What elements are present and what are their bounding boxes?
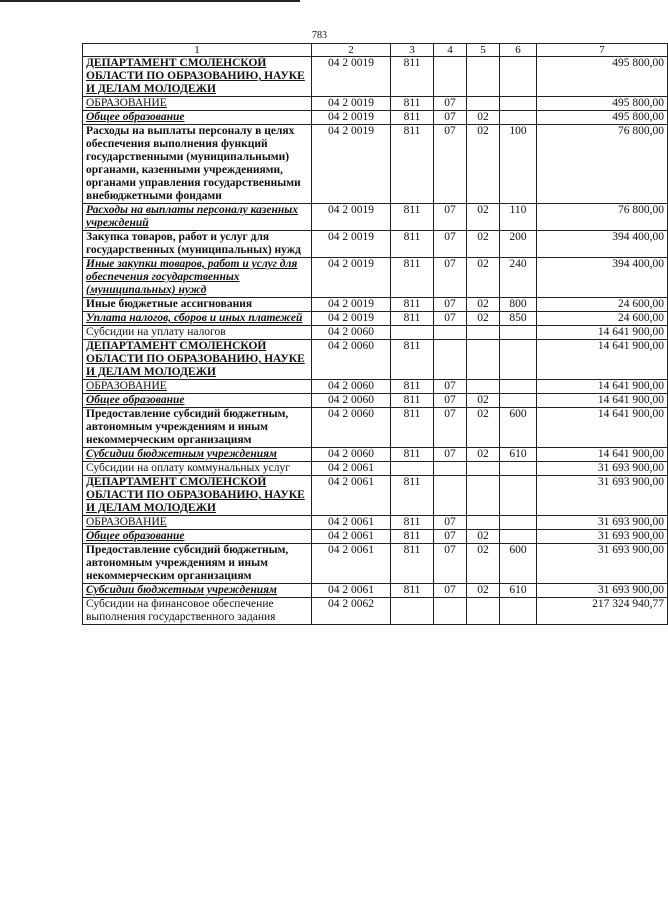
table-row	[83, 462, 668, 476]
table-row	[83, 298, 668, 312]
subsection-code: 02	[467, 530, 500, 544]
section-code	[434, 598, 467, 625]
row-name: Расходы на выплаты персоналу казенных учреждений	[83, 204, 312, 231]
target-article-code: 04 2 0019	[312, 231, 391, 258]
row-name: ОБРАЗОВАНИЕ	[83, 516, 312, 530]
department-code	[391, 462, 434, 476]
expense-type-code	[500, 326, 537, 340]
department-code: 811	[391, 57, 434, 97]
amount: 31 693 900,00	[537, 584, 668, 598]
subsection-code: 02	[467, 312, 500, 326]
amount: 14 641 900,00	[537, 448, 668, 462]
table-row	[83, 394, 668, 408]
row-name: ДЕПАРТАМЕНТ СМОЛЕНСКОЙ ОБЛАСТИ ПО ОБРАЗОВАНИЮ, НАУКЕ И ДЕЛАМ МОЛОДЕЖИ	[83, 340, 312, 380]
row-name: Иные бюджетные ассигнования	[83, 298, 312, 312]
row-name: Предоставление субсидий бюджетным, автономным учреждениям и иным некоммерческим организациям	[83, 408, 312, 448]
target-article-code: 04 2 0060	[312, 326, 391, 340]
amount: 394 400,00	[537, 258, 668, 298]
section-code: 07	[434, 544, 467, 584]
row-name: Предоставление субсидий бюджетным, автономным учреждениям и иным некоммерческим организациям	[83, 544, 312, 584]
subsection-code	[467, 97, 500, 111]
subsection-code: 02	[467, 448, 500, 462]
expense-type-code: 600	[500, 544, 537, 584]
amount: 14 641 900,00	[537, 394, 668, 408]
subsection-code: 02	[467, 204, 500, 231]
target-article-code: 04 2 0060	[312, 340, 391, 380]
department-code: 811	[391, 408, 434, 448]
section-code: 07	[434, 258, 467, 298]
amount: 76 800,00	[537, 204, 668, 231]
expense-type-code	[500, 462, 537, 476]
table-row	[83, 231, 668, 258]
section-code	[434, 462, 467, 476]
target-article-code: 04 2 0019	[312, 111, 391, 125]
expense-type-code	[500, 516, 537, 530]
section-code: 07	[434, 380, 467, 394]
table-row	[83, 598, 668, 625]
subsection-code	[467, 57, 500, 97]
subsection-code: 02	[467, 111, 500, 125]
amount: 24 600,00	[537, 298, 668, 312]
target-article-code: 04 2 0060	[312, 408, 391, 448]
expense-type-code	[500, 598, 537, 625]
table-row	[83, 57, 668, 97]
subsection-code	[467, 598, 500, 625]
target-article-code: 04 2 0019	[312, 298, 391, 312]
amount: 495 800,00	[537, 111, 668, 125]
target-article-code: 04 2 0019	[312, 204, 391, 231]
target-article-code: 04 2 0019	[312, 125, 391, 204]
department-code: 811	[391, 258, 434, 298]
subsection-code: 02	[467, 298, 500, 312]
table-row	[83, 97, 668, 111]
amount: 14 641 900,00	[537, 408, 668, 448]
section-code	[434, 57, 467, 97]
subsection-code	[467, 380, 500, 394]
department-code	[391, 326, 434, 340]
expense-type-code	[500, 380, 537, 394]
target-article-code: 04 2 0019	[312, 97, 391, 111]
department-code	[391, 598, 434, 625]
expense-type-code: 600	[500, 408, 537, 448]
department-code: 811	[391, 111, 434, 125]
table-row	[83, 204, 668, 231]
row-name: Закупка товаров, работ и услуг для государственных (муниципальных) нужд	[83, 231, 312, 258]
column-header: 7	[537, 44, 668, 57]
expense-type-code: 850	[500, 312, 537, 326]
target-article-code: 04 2 0062	[312, 598, 391, 625]
row-name: Субсидии бюджетным учреждениям	[83, 448, 312, 462]
row-name: Расходы на выплаты персоналу в целях обеспечения выполнения функций государственными (муниципальными) органами, казенными учреждениями, органами управления государственными внебюджетными фондами	[83, 125, 312, 204]
row-name: Субсидии на уплату налогов	[83, 326, 312, 340]
column-header: 6	[500, 44, 537, 57]
target-article-code: 04 2 0060	[312, 394, 391, 408]
department-code: 811	[391, 312, 434, 326]
expense-type-code: 610	[500, 584, 537, 598]
amount: 14 641 900,00	[537, 326, 668, 340]
row-name: Иные закупки товаров, работ и услуг для обеспечения государственных (муниципальных) нужд	[83, 258, 312, 298]
amount: 14 641 900,00	[537, 380, 668, 394]
section-code: 07	[434, 584, 467, 598]
department-code: 811	[391, 380, 434, 394]
target-article-code: 04 2 0061	[312, 584, 391, 598]
expense-type-code	[500, 97, 537, 111]
department-code: 811	[391, 340, 434, 380]
section-code	[434, 476, 467, 516]
table-row	[83, 111, 668, 125]
section-code: 07	[434, 312, 467, 326]
department-code: 811	[391, 231, 434, 258]
expense-type-code	[500, 111, 537, 125]
section-code	[434, 326, 467, 340]
table-row	[83, 340, 668, 380]
expense-type-code: 200	[500, 231, 537, 258]
row-name: Общее образование	[83, 111, 312, 125]
column-header: 3	[391, 44, 434, 57]
table-row	[83, 408, 668, 448]
amount: 217 324 940,77	[537, 598, 668, 625]
target-article-code: 04 2 0019	[312, 312, 391, 326]
row-name: Субсидии на оплату коммунальных услуг	[83, 462, 312, 476]
department-code: 811	[391, 97, 434, 111]
department-code: 811	[391, 584, 434, 598]
section-code: 07	[434, 231, 467, 258]
department-code: 811	[391, 204, 434, 231]
target-article-code: 04 2 0061	[312, 462, 391, 476]
row-name: Общее образование	[83, 530, 312, 544]
subsection-code	[467, 476, 500, 516]
department-code: 811	[391, 298, 434, 312]
row-name: ОБРАЗОВАНИЕ	[83, 97, 312, 111]
amount: 31 693 900,00	[537, 476, 668, 516]
target-article-code: 04 2 0061	[312, 516, 391, 530]
amount: 31 693 900,00	[537, 530, 668, 544]
top-rule	[0, 0, 300, 2]
budget-table	[82, 43, 668, 625]
expense-type-code	[500, 57, 537, 97]
section-code: 07	[434, 298, 467, 312]
subsection-code: 02	[467, 125, 500, 204]
table-row	[83, 125, 668, 204]
subsection-code	[467, 326, 500, 340]
row-name: Общее образование	[83, 394, 312, 408]
expense-type-code: 110	[500, 204, 537, 231]
subsection-code: 02	[467, 408, 500, 448]
department-code: 811	[391, 530, 434, 544]
amount: 495 800,00	[537, 57, 668, 97]
row-name: ДЕПАРТАМЕНТ СМОЛЕНСКОЙ ОБЛАСТИ ПО ОБРАЗОВАНИЮ, НАУКЕ И ДЕЛАМ МОЛОДЕЖИ	[83, 57, 312, 97]
target-article-code: 04 2 0019	[312, 57, 391, 97]
section-code: 07	[434, 111, 467, 125]
column-header: 1	[83, 44, 312, 57]
section-code: 07	[434, 125, 467, 204]
subsection-code	[467, 516, 500, 530]
target-article-code: 04 2 0060	[312, 448, 391, 462]
table-row	[83, 326, 668, 340]
expense-type-code: 800	[500, 298, 537, 312]
amount: 14 641 900,00	[537, 340, 668, 380]
amount: 76 800,00	[537, 125, 668, 204]
section-code: 07	[434, 97, 467, 111]
department-code: 811	[391, 476, 434, 516]
target-article-code: 04 2 0061	[312, 544, 391, 584]
department-code: 811	[391, 394, 434, 408]
subsection-code	[467, 340, 500, 380]
target-article-code: 04 2 0060	[312, 380, 391, 394]
expense-type-code	[500, 530, 537, 544]
expense-type-code: 100	[500, 125, 537, 204]
table-row	[83, 530, 668, 544]
section-code	[434, 340, 467, 380]
column-header-row	[83, 44, 668, 57]
amount: 24 600,00	[537, 312, 668, 326]
table-row	[83, 516, 668, 530]
subsection-code: 02	[467, 231, 500, 258]
section-code: 07	[434, 516, 467, 530]
subsection-code: 02	[467, 394, 500, 408]
row-name: Уплата налогов, сборов и иных платежей	[83, 312, 312, 326]
subsection-code: 02	[467, 584, 500, 598]
expense-type-code	[500, 476, 537, 516]
expense-type-code	[500, 394, 537, 408]
section-code: 07	[434, 204, 467, 231]
subsection-code: 02	[467, 258, 500, 298]
section-code: 07	[434, 394, 467, 408]
row-name: Субсидии на финансовое обеспечение выполнения государственного задания	[83, 598, 312, 625]
target-article-code: 04 2 0061	[312, 476, 391, 516]
subsection-code: 02	[467, 544, 500, 584]
amount: 31 693 900,00	[537, 462, 668, 476]
page-number: 783	[312, 30, 327, 41]
table-row	[83, 544, 668, 584]
table-row	[83, 380, 668, 394]
amount: 31 693 900,00	[537, 516, 668, 530]
subsection-code	[467, 462, 500, 476]
target-article-code: 04 2 0061	[312, 530, 391, 544]
column-header: 5	[467, 44, 500, 57]
table-row	[83, 476, 668, 516]
expense-type-code	[500, 340, 537, 380]
expense-type-code: 610	[500, 448, 537, 462]
section-code: 07	[434, 448, 467, 462]
row-name: ДЕПАРТАМЕНТ СМОЛЕНСКОЙ ОБЛАСТИ ПО ОБРАЗОВАНИЮ, НАУКЕ И ДЕЛАМ МОЛОДЕЖИ	[83, 476, 312, 516]
table-row	[83, 258, 668, 298]
table-row	[83, 312, 668, 326]
amount: 495 800,00	[537, 97, 668, 111]
department-code: 811	[391, 125, 434, 204]
table-row	[83, 448, 668, 462]
section-code: 07	[434, 408, 467, 448]
amount: 394 400,00	[537, 231, 668, 258]
section-code: 07	[434, 530, 467, 544]
amount: 31 693 900,00	[537, 544, 668, 584]
expense-type-code: 240	[500, 258, 537, 298]
row-name: ОБРАЗОВАНИЕ	[83, 380, 312, 394]
row-name: Субсидии бюджетным учреждениям	[83, 584, 312, 598]
table-row	[83, 584, 668, 598]
target-article-code: 04 2 0019	[312, 258, 391, 298]
department-code: 811	[391, 516, 434, 530]
department-code: 811	[391, 448, 434, 462]
department-code: 811	[391, 544, 434, 584]
column-header: 4	[434, 44, 467, 57]
column-header: 2	[312, 44, 391, 57]
